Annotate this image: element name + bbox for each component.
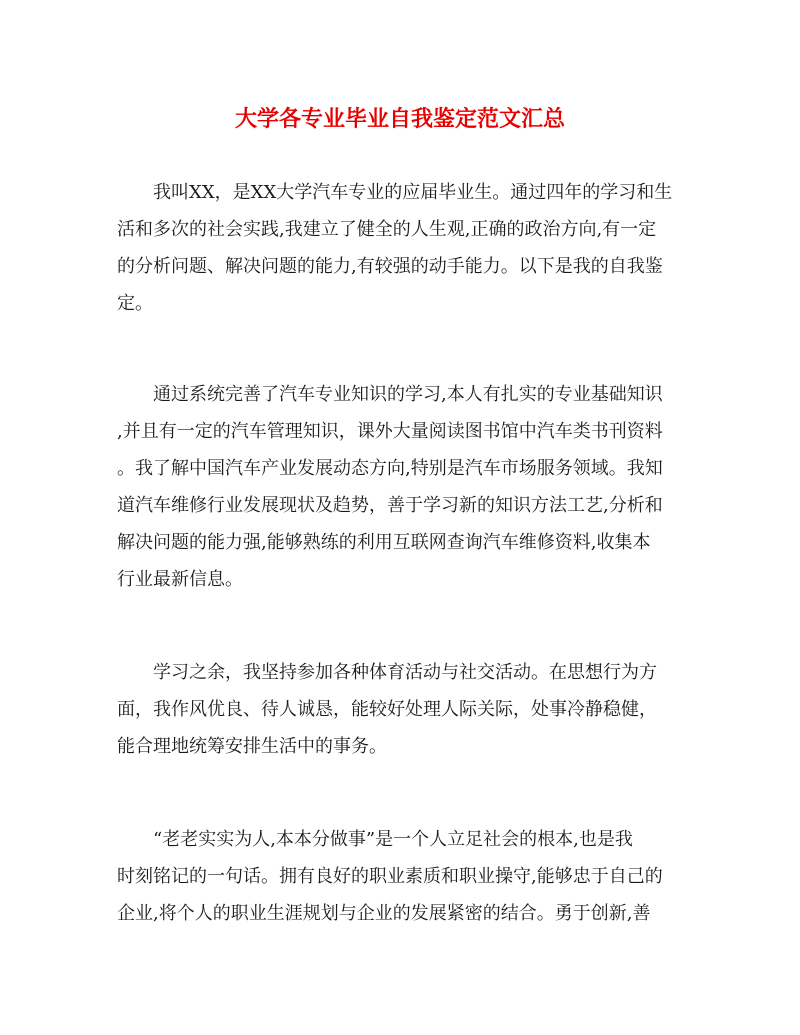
paragraph-line: 道汽车维修行业发展现状及趋势，善于学习新的知识方法工艺,分析和 — [117, 495, 663, 516]
paragraph-line: 定。 — [117, 293, 153, 314]
paragraph-line: 通过系统完善了汽车专业知识的学习,本人有扎实的专业基础知识 — [117, 384, 663, 405]
document-title: 大学各专业毕业自我鉴定范文汇总 — [234, 106, 565, 132]
paragraph-line: 企业,将个人的职业生涯规划与企业的发展紧密的结合。勇于创新,善 — [117, 903, 651, 924]
paragraph-line: ,并且有一定的汽车管理知识，课外大量阅读图书馆中汽车类书刊资料 — [117, 421, 663, 442]
paragraph-3 — [117, 654, 683, 765]
paragraph-line: 解决问题的能力强,能够熟练的利用互联网查询汽车维修资料,收集本 — [117, 532, 651, 553]
paragraph-2 — [117, 376, 683, 598]
paragraph-line: 学习之余，我坚持参加各种体育活动与社交活动。在思想行为方 — [117, 662, 657, 683]
paragraph-line: 面，我作风优良、待人诚恳，能较好处理人际关际，处事冷静稳健， — [117, 699, 657, 720]
paragraph-line: 行业最新信息。 — [117, 569, 243, 590]
paragraph-1 — [117, 174, 683, 322]
paragraph-line: 活和多次的社会实践,我建立了健全的人生观,正确的政治方向,有一定 — [117, 219, 657, 240]
paragraph-line: “老老实实为人,本本分做事”是一个人立足社会的根本,也是我 — [117, 829, 633, 850]
paragraph-line: 我叫XX，是XX大学汽车专业的应届毕业生。通过四年的学习和生 — [117, 182, 673, 203]
paragraph-line: 的分析问题、解决问题的能力,有较强的动手能力。以下是我的自我鉴 — [117, 256, 663, 277]
paragraph-4 — [117, 821, 683, 932]
paragraph-line: 。我了解中国汽车产业发展动态方向,特别是汽车市场服务领域。我知 — [117, 458, 663, 479]
paragraph-line: 能合理地统筹安排生活中的事务。 — [117, 736, 387, 757]
paragraph-line: 时刻铭记的一句话。拥有良好的职业素质和职业操守,能够忠于自己的 — [117, 866, 663, 887]
